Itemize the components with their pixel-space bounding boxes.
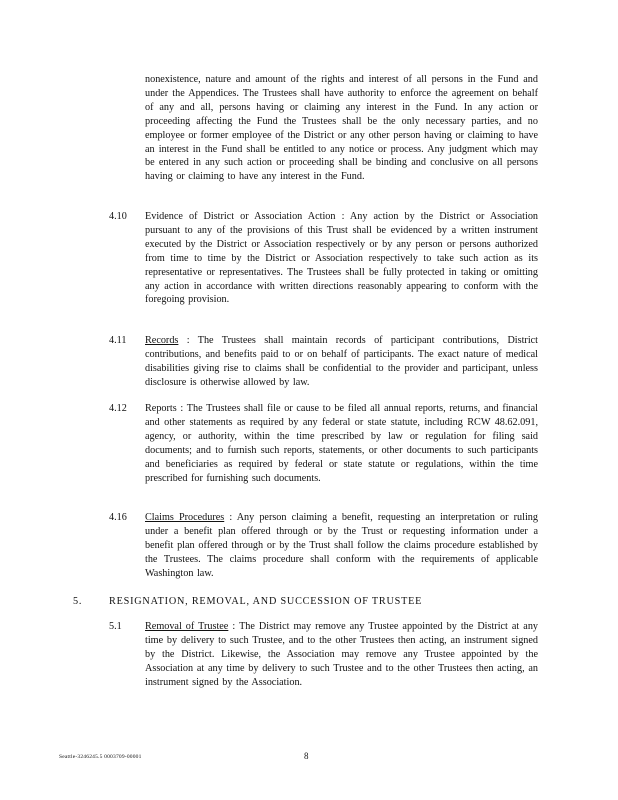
page-number: 8	[304, 751, 309, 761]
section-body: The Trustees shall maintain records of participant contributions, District contributions, and benefits paid to or on behalf of participants. The exact nature of medical disabilities giving rise to claims shall be confidential to the provider and participant, unless disclosure is otherwise allowed by law.	[145, 335, 538, 388]
section-separator: :	[335, 211, 350, 222]
section-number: 4.10	[109, 211, 127, 222]
section-title: Evidence of District or Association Action	[145, 211, 336, 222]
continuation-paragraph: nonexistence, nature and amount of the rights and interest of all persons in the Fund and under the Appendices. The Trustees shall have authority to enforce the agreement on behalf of any and all, persons having or claiming any interest in the Fund. In any action or proceeding affecting the Fund the Trustees shall be the only necessary parties, and no employee or former employee of the District or any other person having or claiming to have an interest in the Fund shall be entitled to any notice or process. Any judgment which may be entered in any such action or proceeding shall be binding and conclusive on all persons having or claiming to have any interest in the Fund.	[145, 74, 538, 183]
section-separator: :	[228, 621, 240, 632]
section-paragraph	[145, 210, 538, 307]
document-id: Seattle-3246245.5 0003709-00001	[59, 754, 142, 760]
section-title: Reports	[145, 403, 177, 414]
section-body: The District may remove any Trustee appointed by the District at any time by delivery to such Trustee, and to the other Trustees then acting, an instrument signed by the District. Likewise, the Association may remove any Trustee appointed by the Association at any time by delivery to such Trustee and to the other Trustees then acting, an instrument signed by the Association.	[145, 621, 539, 688]
section-separator: :	[224, 512, 237, 523]
section-number: 5.1	[109, 621, 122, 632]
section-title: Claims Procedures	[145, 512, 225, 523]
section-number: 4.16	[109, 512, 127, 523]
section-separator: :	[176, 403, 187, 414]
section-body: The Trustees shall file or cause to be filed all annual reports, returns, and financial and other statements as required by any federal or state statute, including RCW 48.62.091, agency, or authority, within the time prescribed by law or regulation for filing said documents; and to furnish such reports, statements, or other documents to such participants and beneficiaries as required by federal or state statute or regulations, within the time prescribed for furnishing such documents.	[145, 403, 538, 484]
article-title: RESIGNATION, REMOVAL, AND SUCCESSION OF TRUSTEE	[109, 596, 423, 607]
section-paragraph	[145, 620, 538, 690]
section-body: Any action by the District or Association pursuant to any of the provisions of this Trust shall be evidenced by a written instrument executed by the District or Association respectively or by any person or persons authorized from time to time by the District or Association respectively to take such action as its representative or representatives. The Trustees shall be fully protected in taking or omitting any action in accordance with written directions reasonably appearing to conform with the foregoing provision.	[145, 211, 539, 306]
section-title: Removal of Trustee	[145, 621, 229, 632]
section-body: Any person claiming a benefit, requesting an interpretation or ruling under a benefit plan offered through or by the Trust or requesting information under a benefit plan offered through or by the Trust shall follow the claims procedure established by the Trustees. The claims procedure shall conform with the requirements of applicable Washington law.	[145, 512, 538, 579]
section-title: Records	[145, 335, 179, 346]
section-paragraph	[145, 334, 538, 390]
section-paragraph	[145, 402, 538, 485]
section-separator: :	[178, 335, 198, 346]
section-paragraph	[145, 511, 538, 581]
section-number: 4.11	[109, 335, 127, 346]
section-number: 4.12	[109, 403, 127, 414]
article-number: 5.	[73, 596, 83, 607]
